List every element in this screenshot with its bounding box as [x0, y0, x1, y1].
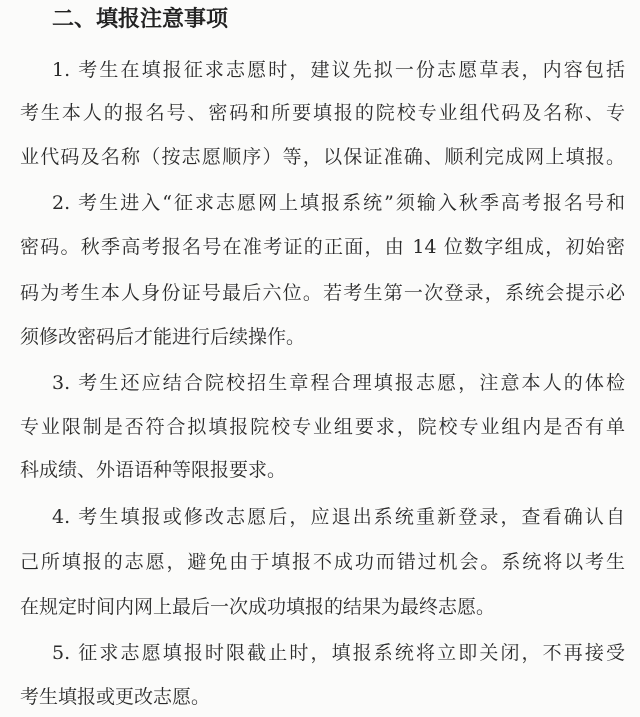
paragraph-line: 专业限制是否符合拟填报院校专业组要求，院校专业组内是否有单: [20, 416, 625, 438]
paragraph-line: 1. 考生在填报征求志愿时，建议先拟一份志愿草表，内容包括: [52, 59, 625, 81]
paragraph-line: 己所填报的志愿，避免由于填报不成功而错过机会。系统将以考生: [20, 551, 625, 573]
paragraph-line: 5. 征求志愿填报时限截止时，填报系统将立即关闭，不再接受: [52, 642, 625, 664]
paragraph-line: 2. 考生进入“征求志愿网上填报系统”须输入秋季高考报名号和: [52, 192, 625, 214]
paragraph-line: 考生本人的报名号、密码和所要填报的院校专业组代码及名称、专: [20, 102, 625, 124]
paragraph-line: 考生填报或更改志愿。: [20, 686, 211, 708]
paragraph-line: 业代码及名称（按志愿顺序）等，以保证准确、顺利完成网上填报。: [20, 146, 625, 168]
paragraph-line: 在规定时间内网上最后一次成功填报的结果为最终志愿。: [20, 596, 496, 618]
paragraph-line: 须修改密码后才能进行后续操作。: [20, 326, 306, 348]
paragraph-line: 4. 考生填报或修改志愿后，应退出系统重新登录，查看确认自: [52, 506, 625, 528]
section-title: 二、填报注意事项: [52, 7, 229, 32]
paragraph-line: 科成绩、外语语种等限报要求。: [20, 459, 287, 481]
paragraph-line: 码为考生本人身份证号最后六位。若考生第一次登录，系统会提示必: [20, 282, 625, 304]
paragraph-line: 密码。秋季高考报名号在准考证的正面，由 14 位数字组成，初始密: [20, 236, 625, 258]
paragraph-line: 3. 考生还应结合院校招生章程合理填报志愿，注意本人的体检: [52, 372, 625, 394]
